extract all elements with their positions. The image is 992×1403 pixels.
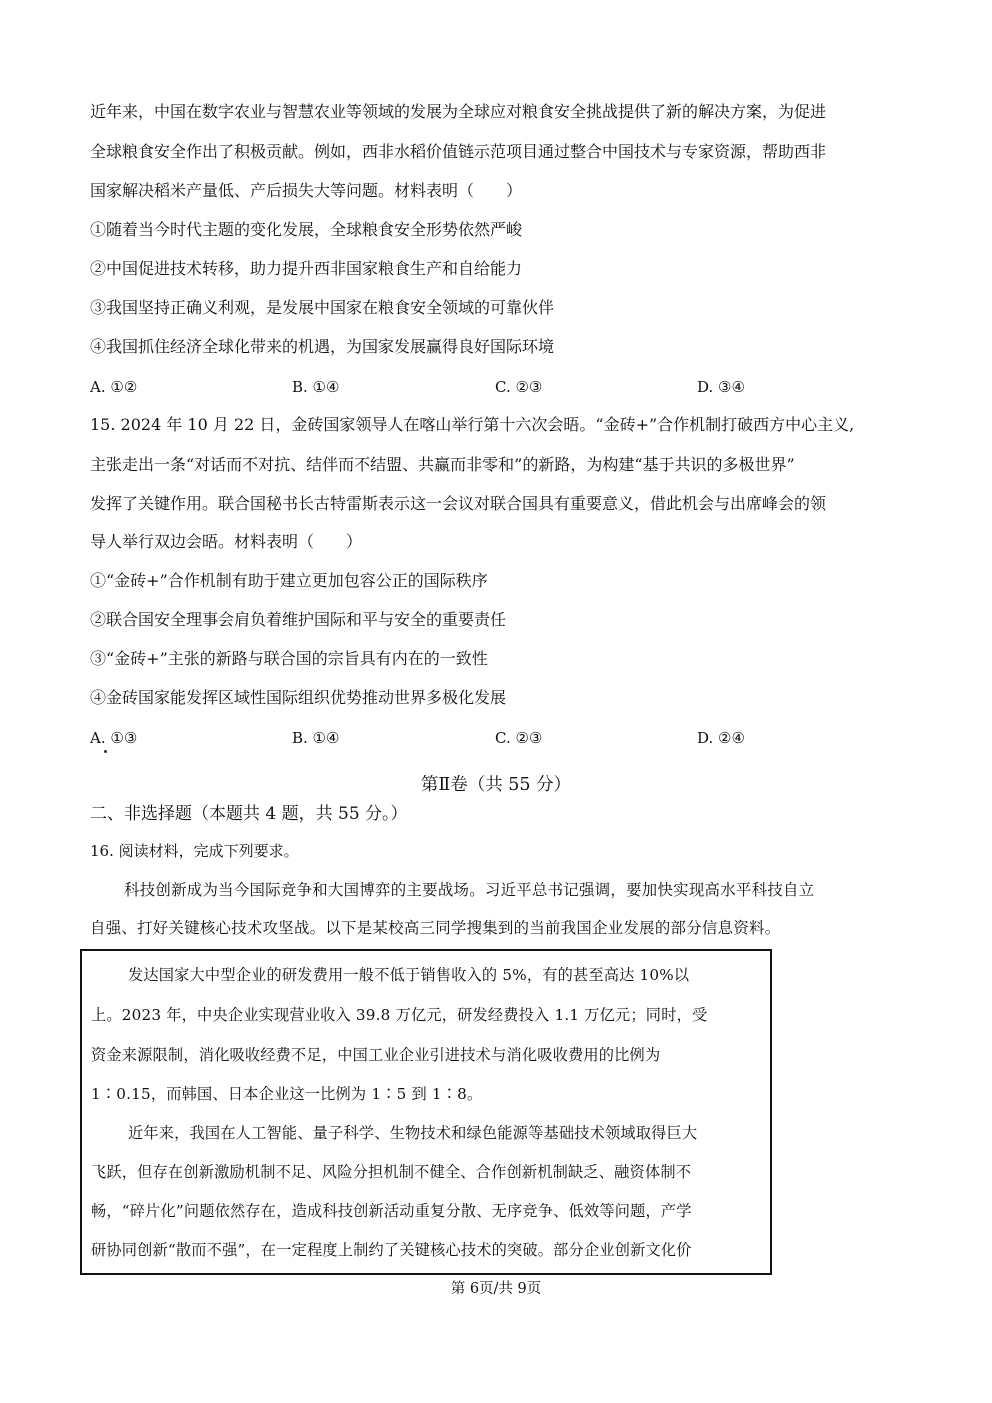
q14-option-c: C. ②③ [495, 378, 543, 396]
q15-statement-2: ②联合国安全理事会肩负着维护国际和平与安全的重要责任 [90, 610, 507, 629]
q15-option-d: D. ②④ [697, 729, 745, 747]
q15-line-4: 导人举行双边会晤。材料表明（ ） [90, 532, 363, 551]
q14-statement-3: ③我国坚持正确义利观，是发展中国家在粮食安全领域的可靠伙伴 [90, 298, 555, 317]
material-line-7: 畅，“碎片化”问题依然存在，造成科技创新活动重复分散、无序竞争、低效等问题，产学 [91, 1202, 692, 1220]
stray-dot [104, 750, 107, 753]
section-title: 二、非选择题（本题共 4 题，共 55 分。） [90, 804, 408, 824]
material-line-8: 研协同创新“散而不强”，在一定程度上制约了关键核心技术的突破。部分企业创新文化价 [91, 1241, 692, 1259]
q15-option-b: B. ①④ [292, 729, 340, 747]
material-line-1: 发达国家大中型企业的研发费用一般不低于销售收入的 5%，有的甚至高达 10%以 [128, 966, 690, 984]
q14-option-b: B. ①④ [292, 378, 340, 396]
q15-option-a: A. ①③ [90, 729, 138, 747]
material-line-2: 上。2023 年，中央企业实现营业收入 39.8 万亿元，研发经费投入 1.1 万亿元；同时，受 [91, 1006, 708, 1024]
q16-heading: 16. 阅读材料，完成下列要求。 [90, 842, 299, 860]
q14-line-3: 国家解决稻米产量低、产后损失大等问题。材料表明（ ） [90, 181, 523, 200]
q14-statement-4: ④我国抓住经济全球化带来的机遇，为国家发展赢得良好国际环境 [90, 337, 555, 356]
material-line-4: 1∶0.15，而韩国、日本企业这一比例为 1∶5 到 1∶8。 [91, 1085, 483, 1103]
q15-line-1: 15. 2024 年 10 月 22 日，金砖国家领导人在喀山举行第十六次会晤。“金砖+”合作机制打破西方中心主义, [90, 415, 855, 434]
q16-intro-line-1: 科技创新成为当今国际竞争和大国博弈的主要战场。习近平总书记强调，要加快实现高水平科技自立 [124, 881, 815, 899]
q15-statement-4: ④金砖国家能发挥区域性国际组织优势推动世界多极化发展 [90, 688, 507, 707]
q15-statement-3: ③“金砖+”主张的新路与联合国的宗旨具有内在的一致性 [90, 649, 488, 668]
material-line-3: 资金来源限制，消化吸收经费不足，中国工业企业引进技术与消化吸收费用的比例为 [91, 1046, 661, 1064]
q14-option-d: D. ③④ [697, 378, 745, 396]
material-box [80, 949, 772, 1275]
q15-line-3: 发挥了关键作用。联合国秘书长古特雷斯表示这一会议对联合国具有重要意义，借此机会与出席峰会的领 [90, 494, 827, 513]
q14-line-2: 全球粮食安全作出了积极贡献。例如，西非水稻价值链示范项目通过整合中国技术与专家资源，帮助西非 [90, 142, 827, 161]
q14-option-a: A. ①② [90, 378, 138, 396]
q15-option-c: C. ②③ [495, 729, 543, 747]
q14-statement-2: ②中国促进技术转移，助力提升西非国家粮食生产和自给能力 [90, 259, 523, 278]
q15-line-2: 主张走出一条“对话而不对抗、结伴而不结盟、共赢而非零和”的新路，为构建“基于共识的多极世界” [90, 455, 795, 474]
material-line-6: 飞跃，但存在创新激励机制不足、风险分担机制不健全、合作创新机制缺乏、融资体制不 [91, 1163, 692, 1181]
part2-title: 第Ⅱ卷（共 55 分） [420, 775, 572, 795]
q16-intro-line-2: 自强、打好关键核心技术攻坚战。以下是某校高三同学搜集到的当前我国企业发展的部分信息资料。 [90, 919, 781, 937]
q14-statement-1: ①随着当今时代主题的变化发展，全球粮食安全形势依然严峻 [90, 220, 523, 239]
material-line-5: 近年来，我国在人工智能、量子科学、生物技术和绿色能源等基础技术领域取得巨大 [128, 1124, 698, 1142]
page-footer: 第 6页/共 9页 [450, 1281, 542, 1297]
q14-line-1: 近年来，中国在数字农业与智慧农业等领域的发展为全球应对粮食安全挑战提供了新的解决方案，为促进 [90, 102, 827, 121]
q15-statement-1: ①“金砖+”合作机制有助于建立更加包容公正的国际秩序 [90, 571, 488, 590]
